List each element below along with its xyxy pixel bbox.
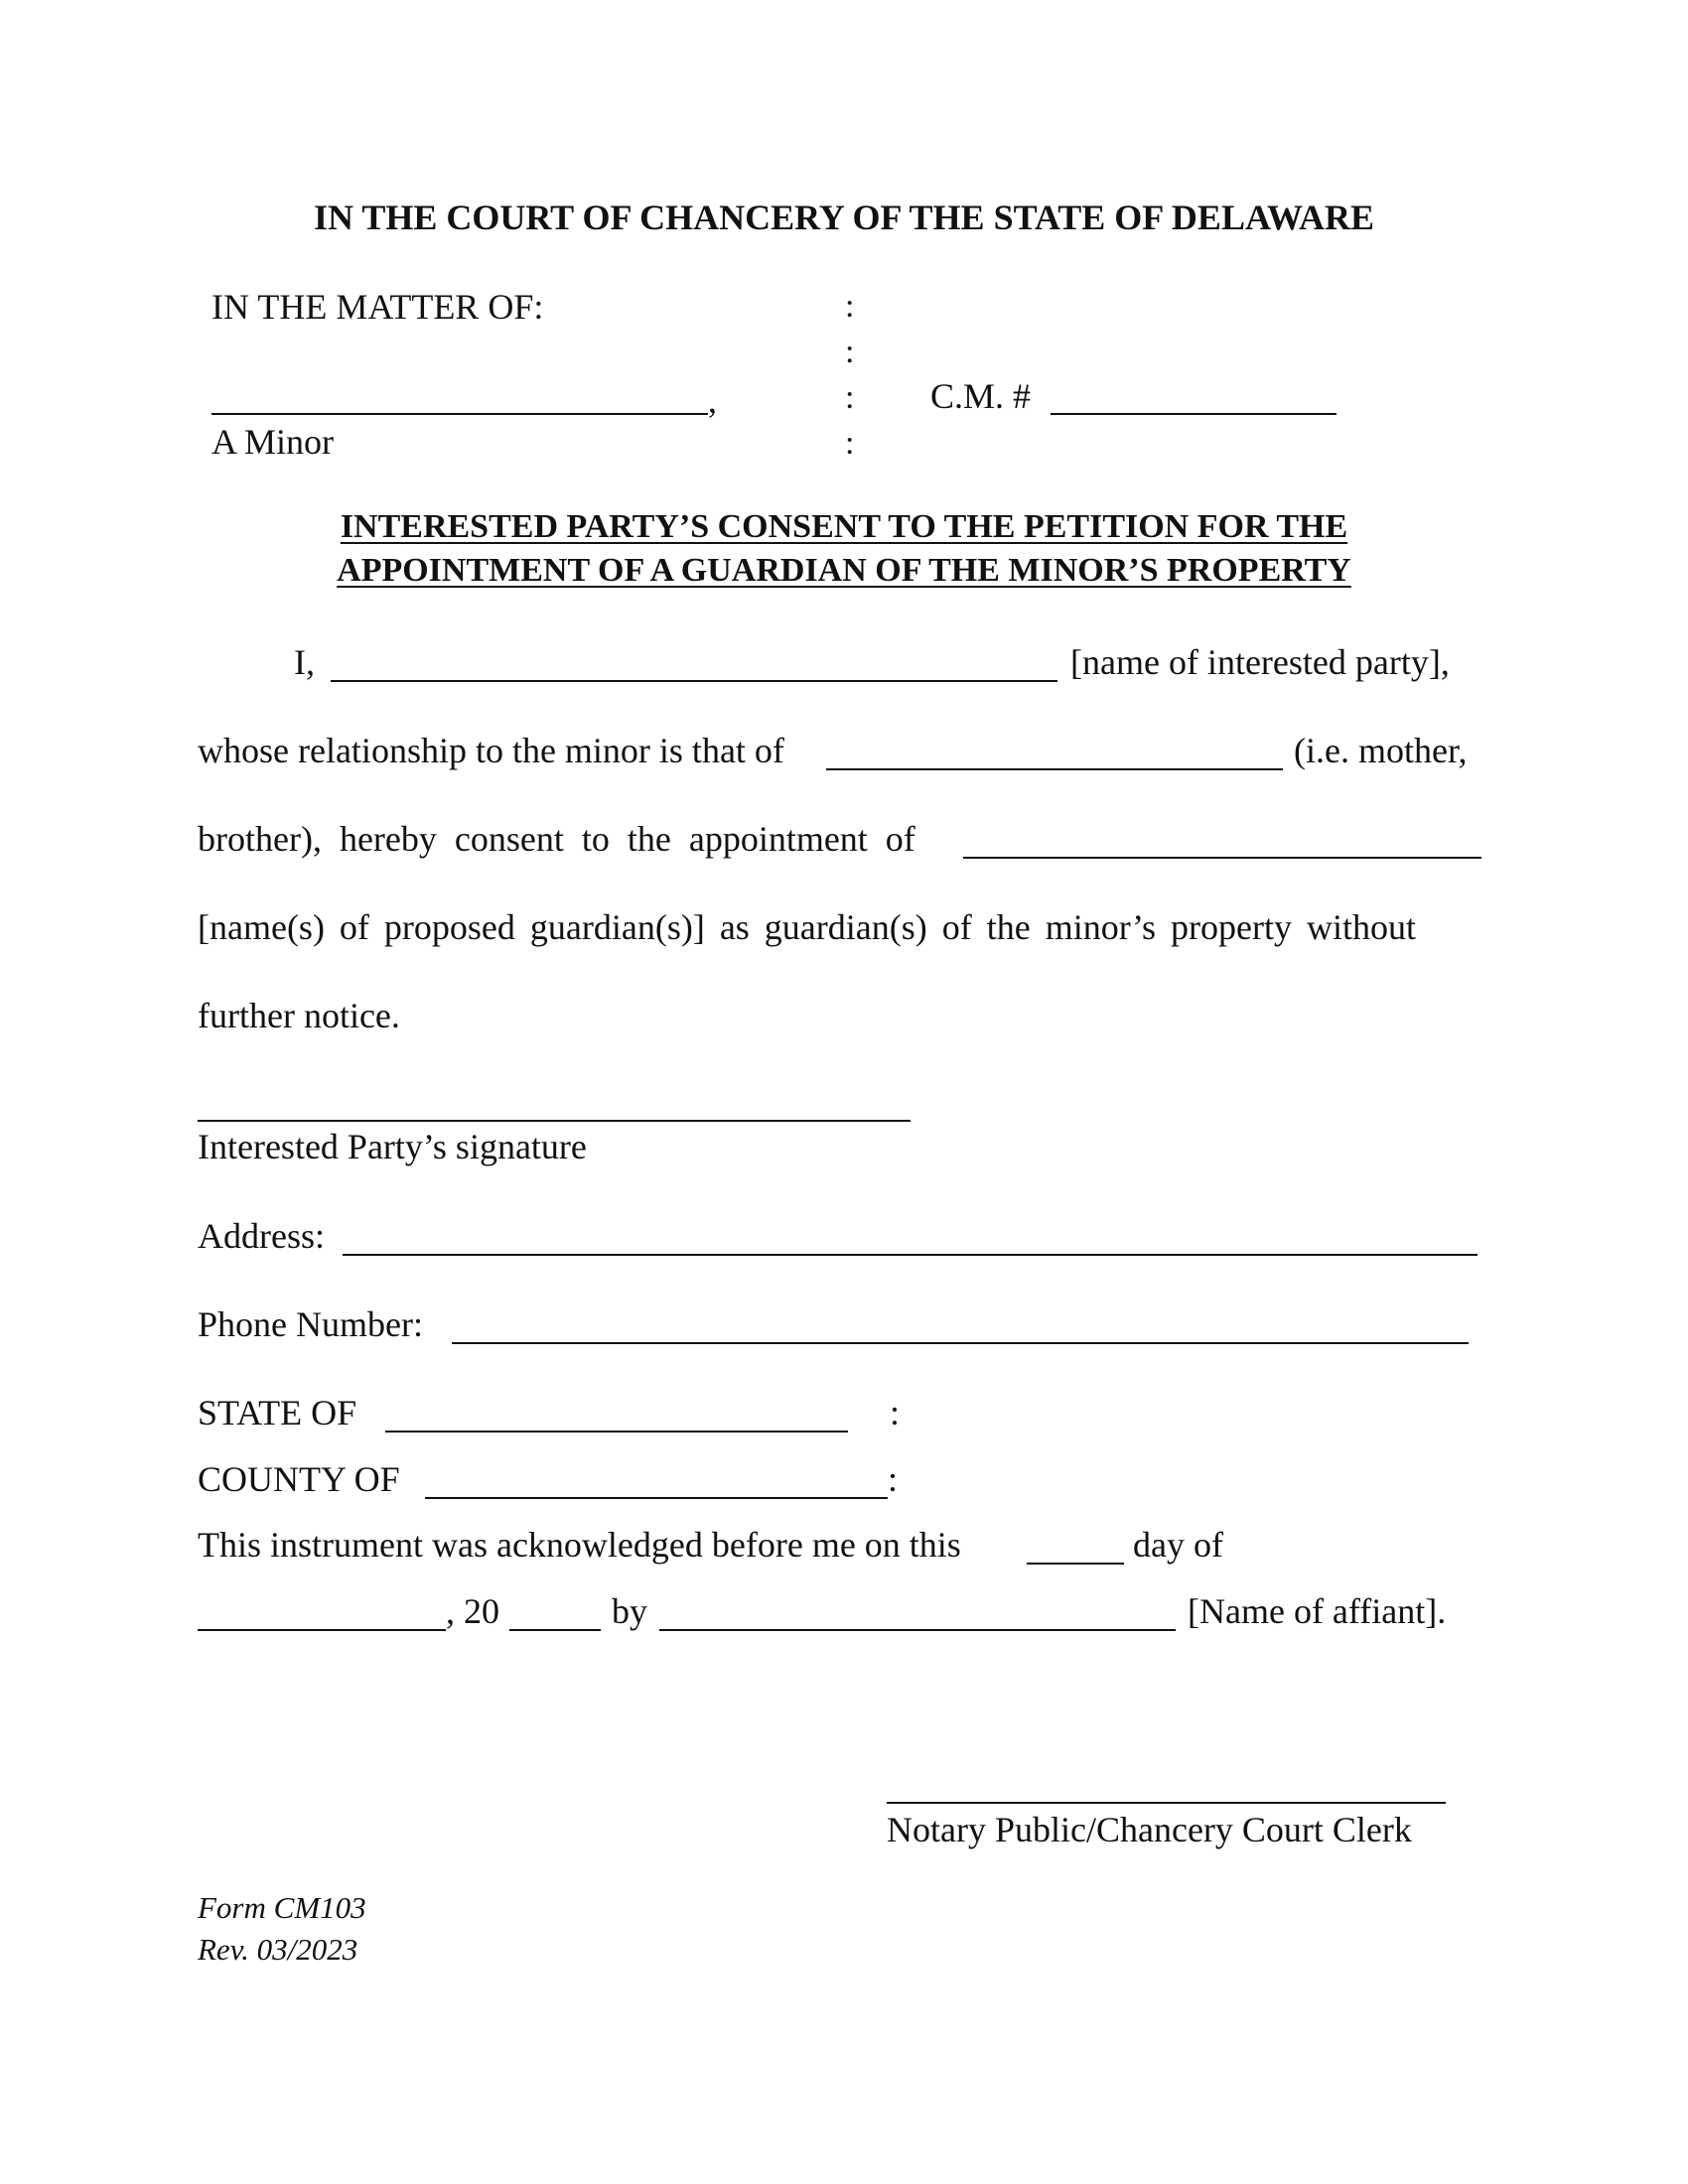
address-label: Address: [198, 1216, 325, 1256]
caption-colon-3: : [845, 379, 855, 416]
minor-name-comma: , [708, 380, 717, 420]
minor-label: A Minor [211, 422, 335, 462]
form-revision: Rev. 03/2023 [198, 1932, 358, 1967]
body-line-4: [name(s) of proposed guardian(s)] as guardian(s) of the minor’s property without [198, 907, 1417, 947]
phone-field[interactable] [452, 1342, 1469, 1344]
signature-label: Interested Party’s signature [198, 1127, 587, 1166]
cm-number-field[interactable] [1051, 413, 1336, 415]
phone-label: Phone Number: [198, 1304, 423, 1344]
body-line-1-end: [name of interested party], [1070, 642, 1450, 682]
county-colon: : [888, 1459, 899, 1499]
ack-comma-20: , 20 [446, 1591, 499, 1631]
relationship-field[interactable] [826, 768, 1283, 770]
body-line-3-start: brother), hereby consent to the appointment of [198, 819, 915, 859]
ack-name-of-affiant: [Name of affiant]. [1188, 1591, 1447, 1631]
body-line-2-start: whose relationship to the minor is that of [198, 731, 784, 770]
caption-colon-2: : [845, 334, 855, 370]
document-title-line-2: APPOINTMENT OF A GUARDIAN OF THE MINOR’S PROPERTY [337, 552, 1351, 589]
address-field[interactable] [343, 1254, 1477, 1256]
minor-name-field[interactable] [211, 413, 708, 415]
in-the-matter-of-label: IN THE MATTER OF: [211, 287, 544, 327]
state-colon: : [890, 1393, 901, 1433]
notary-signature-field[interactable] [887, 1802, 1446, 1804]
affiant-name-field[interactable] [659, 1629, 1176, 1631]
state-of-label: STATE OF [198, 1393, 357, 1433]
body-line-1-start: I, [294, 642, 315, 682]
caption-colon-4: : [845, 425, 855, 462]
body-line-5: further notice. [198, 996, 400, 1035]
county-field[interactable] [425, 1497, 888, 1499]
state-field[interactable] [385, 1431, 848, 1433]
interested-party-signature-field[interactable] [198, 1120, 911, 1122]
ack-day-field[interactable] [1027, 1563, 1124, 1565]
notary-clerk-label: Notary Public/Chancery Court Clerk [887, 1810, 1412, 1849]
proposed-guardian-field[interactable] [963, 857, 1481, 859]
ack-year-field[interactable] [509, 1629, 601, 1631]
court-title: IN THE COURT OF CHANCERY OF THE STATE OF DELAWARE [314, 198, 1374, 237]
ack-month-field[interactable] [198, 1629, 446, 1631]
acknowledgment-line-1: This instrument was acknowledged before me on this [198, 1525, 961, 1565]
ack-day-of: day of [1133, 1525, 1223, 1565]
document-title-line-1: INTERESTED PARTY’S CONSENT TO THE PETITION FOR THE [340, 508, 1348, 545]
caption-colon-1: : [845, 288, 855, 325]
form-number: Form CM103 [198, 1890, 366, 1925]
body-line-2-end: (i.e. mother, [1294, 731, 1468, 770]
cm-number-label: C.M. # [930, 376, 1032, 416]
county-of-label: COUNTY OF [198, 1459, 400, 1499]
interested-party-name-field[interactable] [331, 680, 1057, 682]
ack-by: by [612, 1591, 647, 1631]
